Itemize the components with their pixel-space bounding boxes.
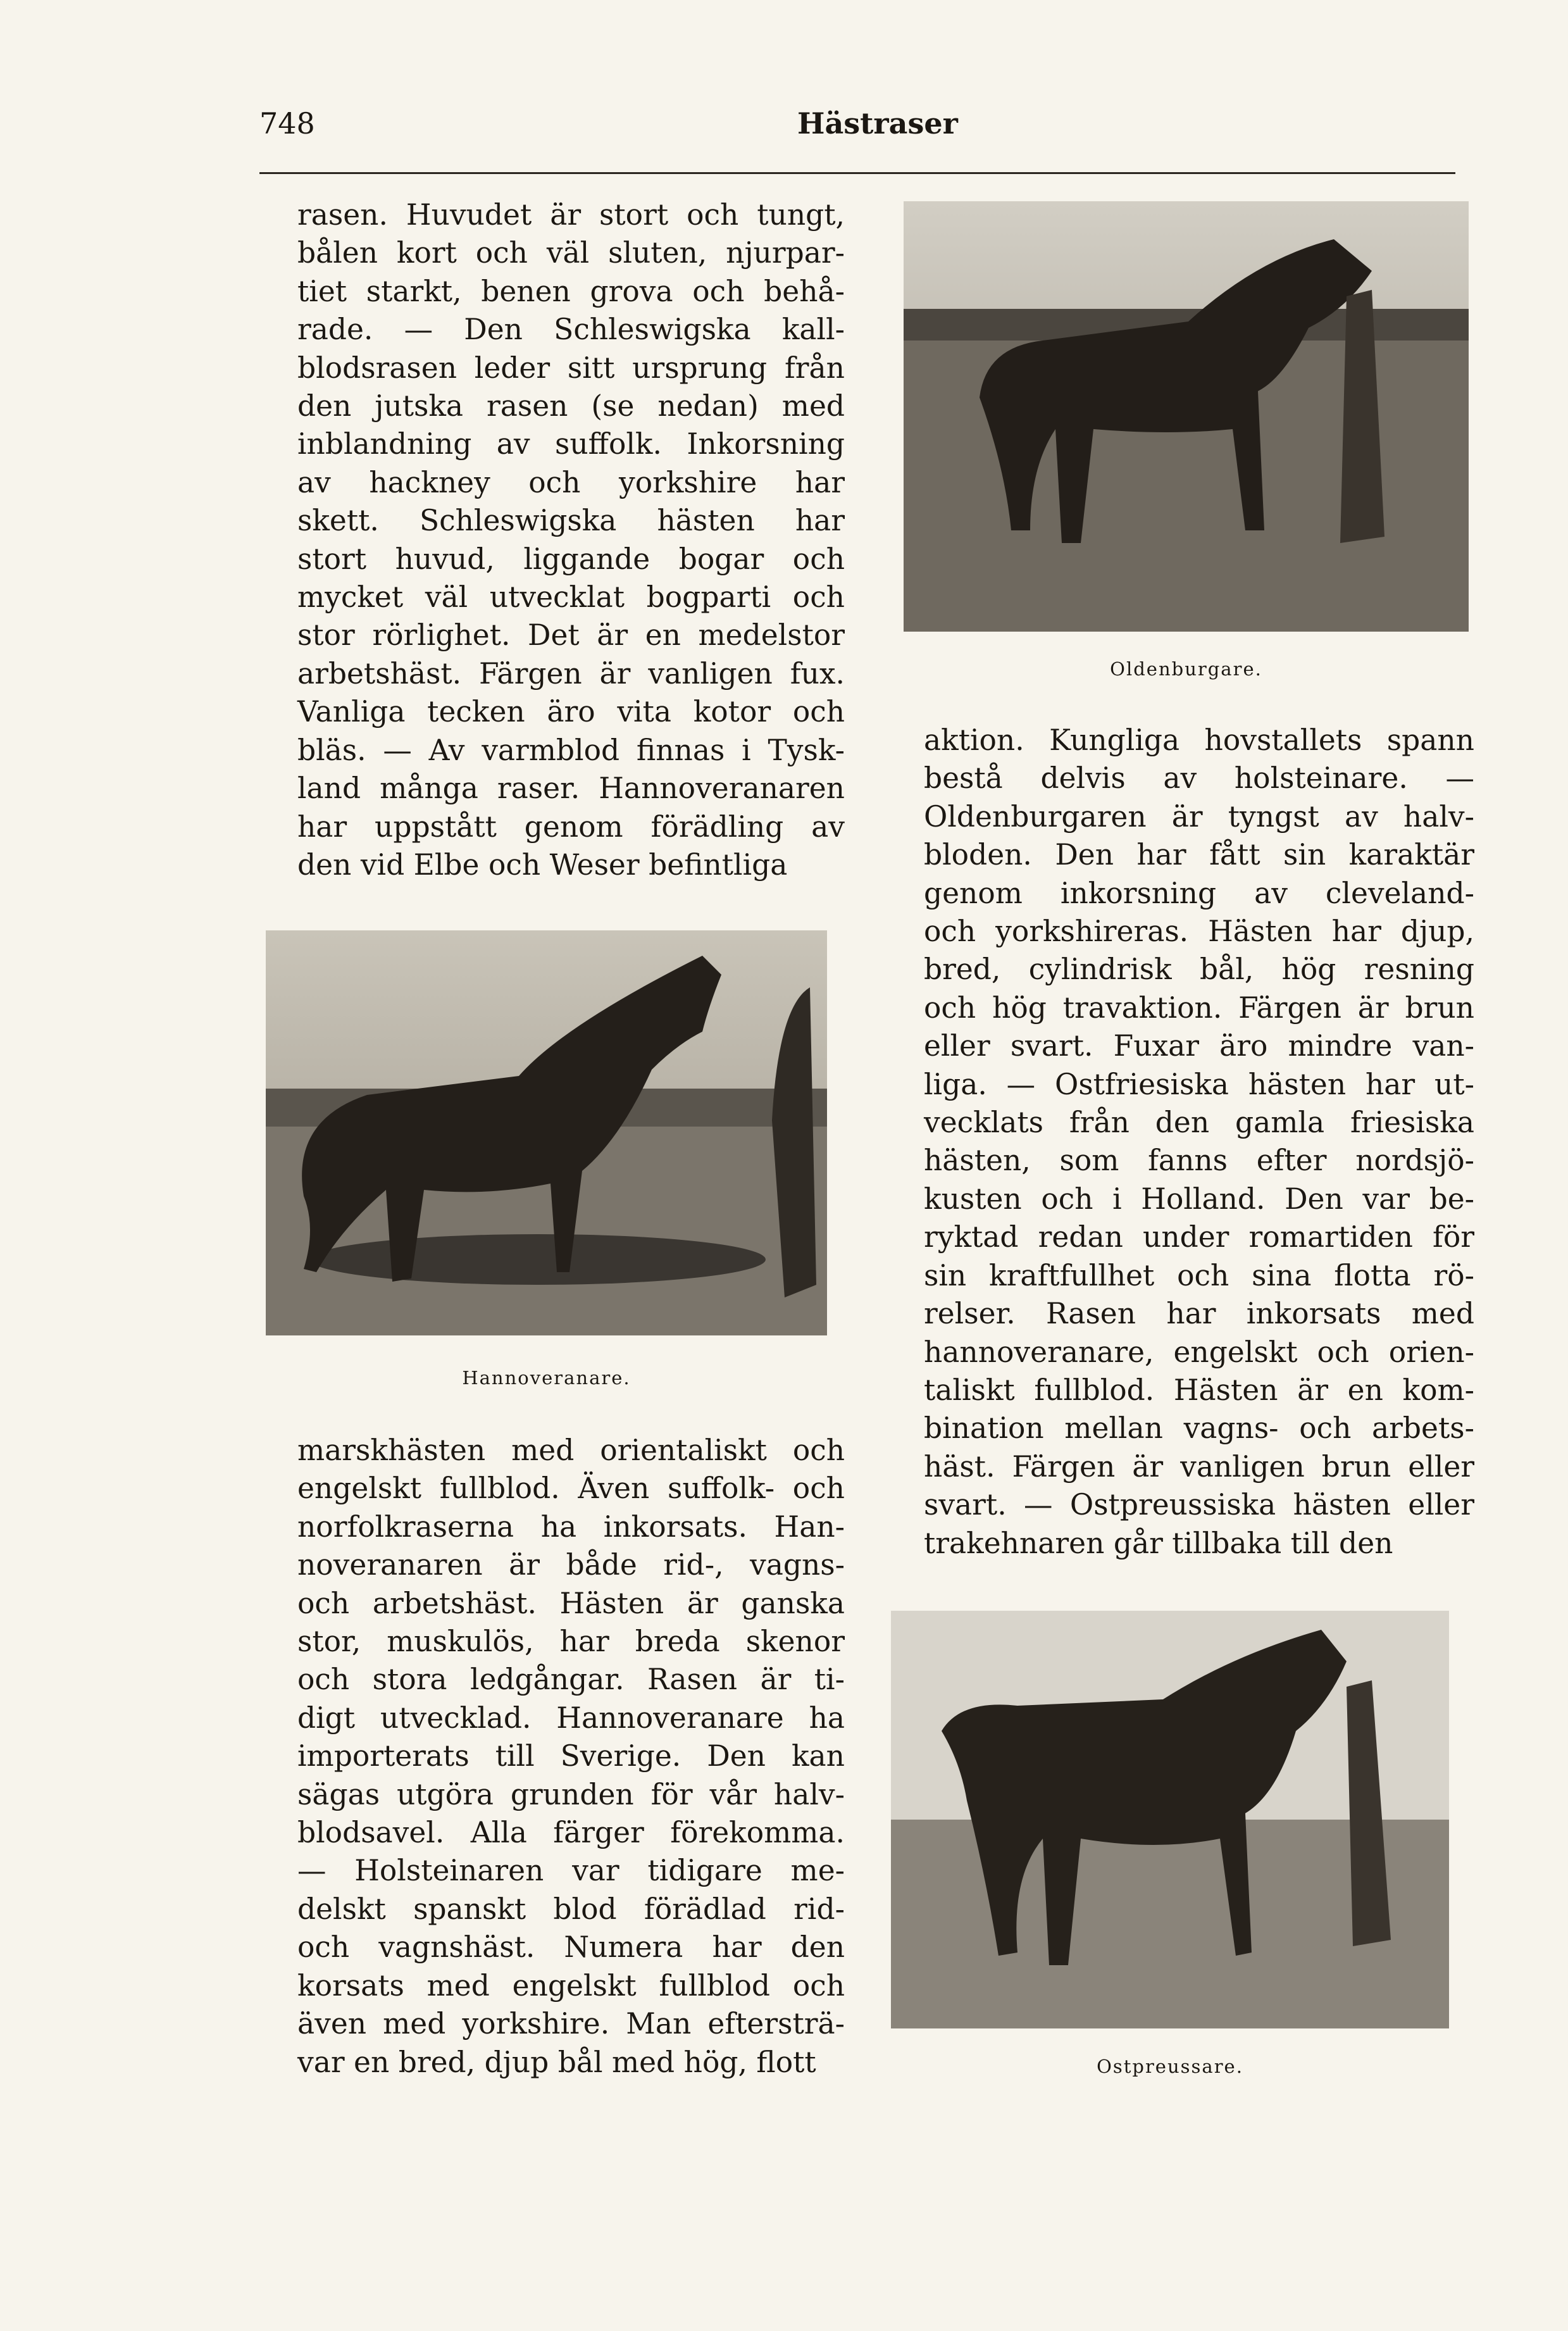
text-line: korsats med engelskt fullblod och [297, 1968, 845, 2003]
text-line: stor, muskulös, har breda skenor [297, 1625, 845, 1659]
text-line: marskhästen med orientaliskt och [297, 1434, 845, 1467]
text-line: och yorkshireras. Hästen har djup, [924, 915, 1474, 949]
text-line: stor rörlighet. Det är en medelstor [297, 618, 845, 653]
text-line: blodsrasen leder sitt ursprung från [297, 351, 845, 385]
text-line: genom inkorsning av cleveland- [924, 876, 1474, 910]
running-title: Hästraser [797, 106, 958, 141]
text-line: taliskt fullblod. Hästen är en kom- [924, 1373, 1474, 1407]
text-line: delskt spanskt blod förädlad rid- [297, 1892, 845, 1926]
text-line: skett. Schleswigska hästen har [297, 504, 845, 538]
text-line: bred, cylindrisk bål, hög resning [924, 953, 1474, 987]
text-line: kusten och i Holland. Den var be- [924, 1182, 1474, 1216]
text-line: arbetshäst. Färgen är vanligen fux. [297, 656, 845, 691]
text-line: svart. — Ostpreussiska hästen eller [924, 1488, 1474, 1522]
text-line: importerats till Sverige. Den kan [297, 1739, 845, 1773]
text-line: bålen kort och väl sluten, njurpar- [297, 236, 845, 270]
text-line: hästen, som fanns efter nordsjö- [924, 1144, 1474, 1178]
text-line: och vagnshäst. Numera har den [297, 1930, 845, 1965]
text-line: ryktad redan under romartiden för [924, 1220, 1474, 1254]
page-header [259, 106, 1449, 151]
text-line: även med yorkshire. Man eftersträ- [297, 2007, 845, 2041]
text-line: trakehnaren går tillbaka till den [924, 1526, 1393, 1560]
text-line: hannoveranare, engelskt och orien- [924, 1335, 1474, 1369]
text-line: liga. — Ostfriesiska hästen har ut- [924, 1067, 1474, 1101]
text-line: bination mellan vagns- och arbets- [924, 1411, 1474, 1446]
text-line: Vanliga tecken äro vita kotor och [297, 695, 845, 729]
text-line: bestå delvis av holsteinare. — [924, 761, 1474, 796]
text-line: och stora ledgångar. Rasen är ti- [297, 1663, 845, 1697]
text-line: sin kraftfullhet och sina flotta rö- [924, 1258, 1474, 1292]
text-line: rasen. Huvudet är stort och tungt, [297, 198, 845, 232]
page-number: 748 [259, 106, 315, 141]
text-line: inblandning av suffolk. Inkorsning [297, 427, 845, 461]
text-line: sägas utgöra grunden för vår halv- [297, 1777, 845, 1811]
text-line: — Holsteinaren var tidigare me- [297, 1854, 845, 1888]
text-line: var en bred, djup bål med hög, flott [297, 2045, 816, 2079]
text-line: den vid Elbe och Weser befintliga [297, 847, 788, 882]
text-line: digt utvecklad. Hannoveranare ha [297, 1701, 845, 1735]
photo-ostpreussare [891, 1611, 1449, 2028]
text-line: av hackney och yorkshire har [297, 465, 845, 499]
text-line: eller svart. Fuxar äro mindre van- [924, 1029, 1474, 1063]
text-line: häst. Färgen är vanligen brun eller [924, 1449, 1474, 1484]
text-line: och hög travaktion. Färgen är brun [924, 991, 1474, 1025]
caption-ostpreussare: Ostpreussare. [1097, 2056, 1243, 2077]
text-line: aktion. Kungliga hovstallets spann [924, 723, 1474, 757]
caption-oldenburgare: Oldenburgare. [1110, 658, 1262, 680]
text-line: norfolkraserna ha inkorsats. Han- [297, 1509, 845, 1544]
text-line: vecklats från den gamla friesiska [924, 1106, 1474, 1140]
text-line: rade. — Den Schleswigska kall- [297, 313, 845, 347]
text-line: tiet starkt, benen grova och behå- [297, 274, 845, 308]
text-line: relser. Rasen har inkorsats med [924, 1297, 1474, 1331]
text-line: mycket väl utvecklat bogparti och [297, 580, 845, 615]
text-line: land många raser. Hannoveranaren [297, 772, 845, 806]
photo-hannoveranare [266, 930, 827, 1335]
text-line: och arbetshäst. Hästen är ganska [297, 1586, 845, 1620]
column-2-text [924, 722, 1474, 1563]
text-line: bläs. — Av varmblod finnas i Tysk- [297, 733, 845, 767]
text-line: bloden. Den har fått sin karaktär [924, 838, 1474, 872]
photo-oldenburgare [904, 201, 1469, 632]
text-line: den jutska rasen (se nedan) med [297, 389, 845, 423]
text-line: noveranaren är både rid-, vagns- [297, 1548, 845, 1582]
column-1-top-text [297, 196, 845, 884]
text-line: har uppstått genom förädling av [297, 809, 845, 844]
header-rule [259, 172, 1455, 174]
column-1-bottom-text [297, 1432, 845, 2082]
text-line: stort huvud, liggande bogar och [297, 542, 845, 576]
text-line: engelskt fullblod. Även suffolk- och [297, 1472, 845, 1506]
text-line: Oldenburgaren är tyngst av halv- [924, 799, 1474, 834]
caption-hannoveranare: Hannoveranare. [462, 1367, 631, 1389]
text-line: blodsavel. Alla färger förekomma. [297, 1816, 845, 1850]
